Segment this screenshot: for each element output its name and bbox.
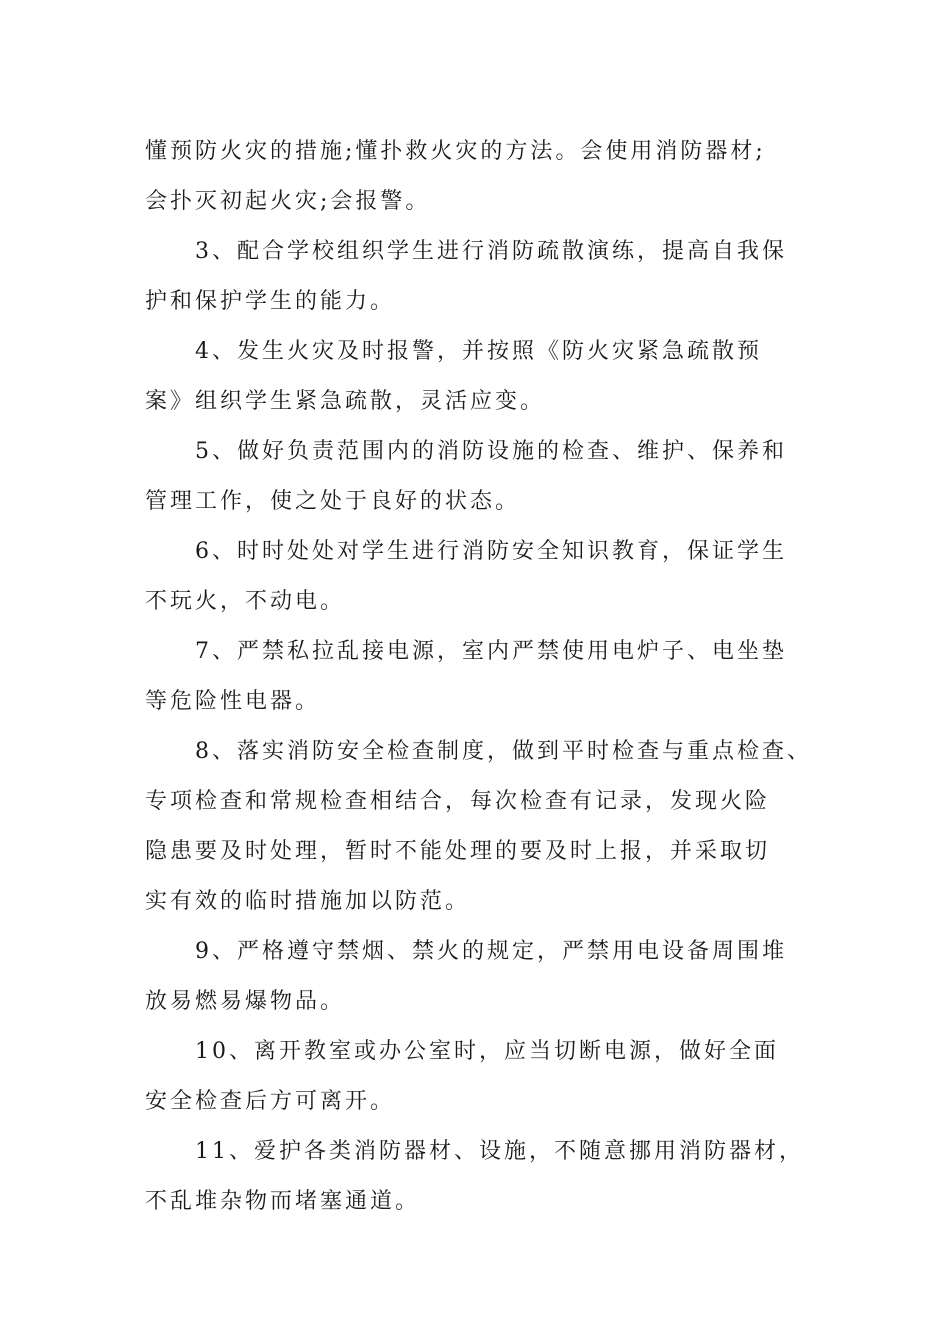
paragraph-item-3 (145, 227, 810, 327)
text-line: 8、落实消防安全检查制度，做到平时检查与重点检查、 (195, 739, 812, 764)
paragraph-item-4 (145, 327, 810, 427)
text-line: 3、配合学校组织学生进行消防疏散演练，提高自我保 (195, 239, 787, 264)
text-line: 隐患要及时处理，暂时不能处理的要及时上报，并采取切 (145, 839, 771, 864)
text-line: 9、严格遵守禁烟、禁火的规定，严禁用电设备周围堆 (195, 939, 787, 964)
paragraph-item-5 (145, 427, 810, 527)
text-line: 实有效的临时措施加以防范。 (145, 889, 471, 914)
text-line: 等危险性电器。 (145, 689, 321, 714)
text-line: 5、做好负责范围内的消防设施的检查、维护、保养和 (195, 439, 787, 464)
text-line: 放易燃易爆物品。 (145, 989, 346, 1014)
text-line: 7、严禁私拉乱接电源，室内严禁使用电炉子、电坐垫 (195, 639, 787, 664)
paragraph-item-10 (145, 1027, 810, 1127)
text-line: 懂预防火灾的措施;懂扑救火灾的方法。会使用消防器材; (145, 139, 766, 164)
paragraph-item-9 (145, 927, 810, 1027)
paragraph-item-11 (145, 1127, 810, 1227)
paragraph-item-6 (145, 527, 810, 627)
text-line: 管理工作，使之处于良好的状态。 (145, 489, 521, 514)
text-line: 专项检查和常规检查相结合，每次检查有记录，发现火险 (145, 789, 771, 814)
text-line: 案》组织学生紧急疏散，灵活应变。 (145, 389, 546, 414)
text-line: 不乱堆杂物而堵塞通道。 (145, 1189, 421, 1214)
text-line: 安全检查后方可离开。 (145, 1089, 396, 1114)
text-line: 11、爱护各类消防器材、设施，不随意挪用消防器材， (195, 1139, 804, 1164)
paragraph-fire-knowledge-continued (145, 127, 810, 227)
text-line: 会扑灭初起火灾;会报警。 (145, 189, 431, 214)
paragraph-item-7 (145, 627, 810, 727)
text-line: 6、时时处处对学生进行消防安全知识教育，保证学生 (195, 539, 787, 564)
text-line: 不玩火，不动电。 (145, 589, 346, 614)
paragraph-item-8 (145, 727, 810, 927)
text-line: 护和保护学生的能力。 (145, 289, 396, 314)
text-line: 10、离开教室或办公室时，应当切断电源，做好全面 (195, 1039, 779, 1064)
text-line: 4、发生火灾及时报警，并按照《防火灾紧急疏散预 (195, 339, 762, 364)
